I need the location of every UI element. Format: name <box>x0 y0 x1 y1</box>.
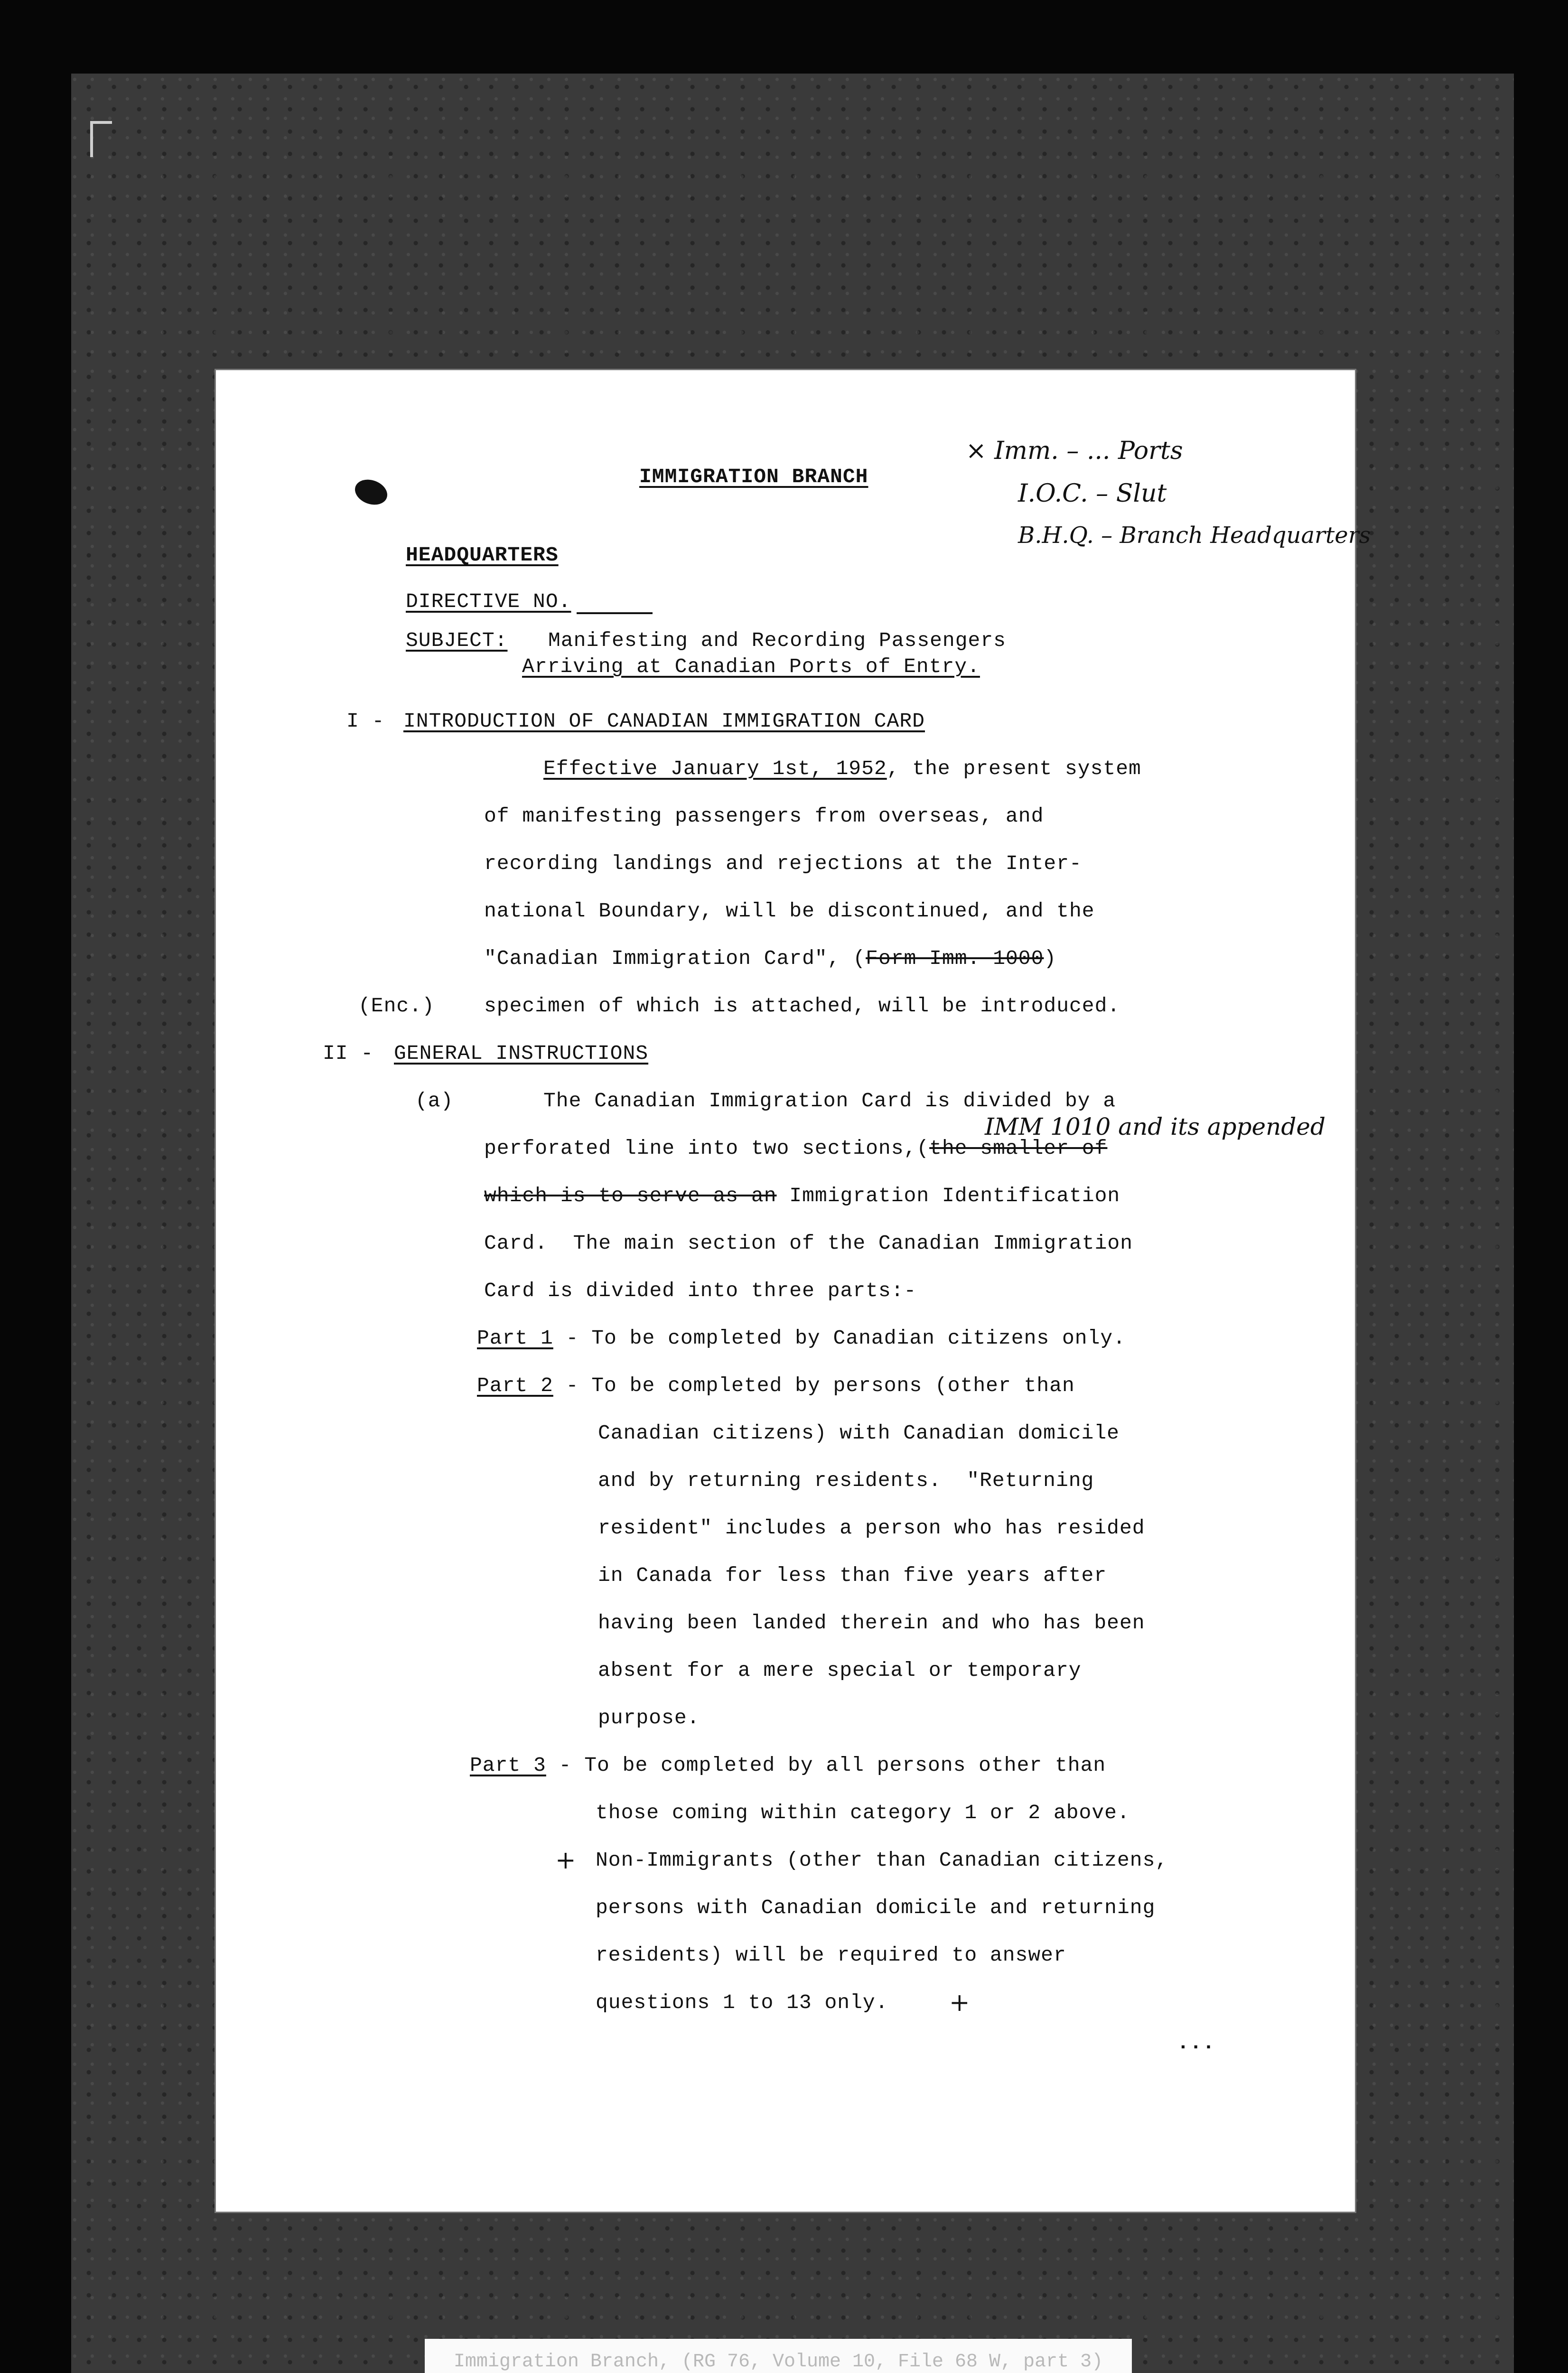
section-2-numeral: II - <box>323 1042 374 1065</box>
headquarters-label: HEADQUARTERS <box>406 543 559 567</box>
item-a-line-2-a: perforated line into two sections,( <box>484 1137 930 1160</box>
section-1-line-5-a: "Canadian Immigration Card", ( <box>484 947 866 970</box>
part-2-line-5: having been landed therein and who has been <box>598 1611 1145 1635</box>
item-a-line-3-b: Immigration Identification <box>776 1184 1120 1207</box>
part-2-line-1: Canadian citizens) with Canadian domicile <box>598 1421 1120 1445</box>
item-a-label: (a) <box>415 1089 454 1112</box>
branch-header: IMMIGRATION BRANCH <box>639 465 868 488</box>
item-a-line-3 <box>484 1184 1120 1207</box>
section-1-line-2: of manifesting passengers from overseas, and <box>484 804 1044 828</box>
archive-reference-label: Immigration Branch, (RG 76, Volume 10, File 68 W, part 3) <box>425 2339 1132 2373</box>
section-1-line-1-rest: , the present system <box>887 757 1141 780</box>
effective-date: Effective January 1st, 1952 <box>543 757 887 780</box>
part-3-line-4: residents) will be required to answer <box>596 1943 1066 1967</box>
ink-blot <box>352 476 391 509</box>
part-3-line <box>470 1754 1106 1777</box>
item-a-line-1: The Canadian Immigration Card is divided by a <box>543 1089 1116 1112</box>
directive-number-blank <box>577 612 653 614</box>
directive-label: DIRECTIVE NO. <box>406 590 571 613</box>
section-1-line-1 <box>543 757 1141 780</box>
item-a-line-4: Card. The main section of the Canadian Immigration <box>484 1232 1133 1255</box>
section-1-line-4: national Boundary, will be discontinued, and the <box>484 899 1095 923</box>
part-3-text: - To be completed by all persons other than <box>546 1754 1106 1777</box>
part-1-label: Part 1 <box>477 1327 553 1350</box>
struck-phrase-2: which is to serve as an <box>484 1184 777 1207</box>
part-2-line-4: in Canada for less than five years after <box>598 1564 1107 1587</box>
section-1-line-5-b: ) <box>1044 947 1057 970</box>
part-2-label: Part 2 <box>477 1374 553 1397</box>
part-3-line-1: those coming within category 1 or 2 above. <box>596 1801 1130 1824</box>
handwritten-plus-mark-1: + <box>555 1846 576 1875</box>
handwritten-note-1: × Imm. – ... Ports <box>966 437 1183 465</box>
subject-line-1: Manifesting and Recording Passengers <box>548 629 1006 652</box>
section-1-line-6: specimen of which is attached, will be introduced. <box>484 994 1120 1018</box>
subject-label: SUBJECT: <box>406 629 508 652</box>
section-1-line-5 <box>484 947 1056 970</box>
section-1-title: INTRODUCTION OF CANADIAN IMMIGRATION CARD <box>403 710 925 733</box>
enclosure-label: (Enc.) <box>358 994 435 1018</box>
handwritten-note-2: I.O.C. – Slut <box>1018 479 1167 508</box>
item-a-line-2 <box>484 1137 1107 1160</box>
struck-form-number: Form Imm. 1000 <box>866 947 1044 970</box>
section-1-numeral: I - <box>346 710 385 733</box>
mount-corner-mark <box>90 121 112 157</box>
part-3-line-2: Non-Immigrants (other than Canadian citizens, <box>596 1849 1168 1872</box>
continuation-dots: ... <box>1177 2031 1215 2055</box>
part-2-line-2: and by returning residents. "Returning <box>598 1469 1094 1492</box>
section-1-line-3: recording landings and rejections at the Inter- <box>484 852 1082 875</box>
part-2-line <box>477 1374 1075 1397</box>
part-2-line-7: purpose. <box>598 1706 700 1729</box>
part-1-line <box>477 1327 1126 1350</box>
subject-line-2: Arriving at Canadian Ports of Entry. <box>522 655 980 678</box>
part-2-line-3: resident" includes a person who has resided <box>598 1516 1145 1540</box>
section-2-title: GENERAL INSTRUCTIONS <box>394 1042 649 1065</box>
document-page <box>216 370 1371 2212</box>
part-2-text: - To be completed by persons (other than <box>553 1374 1075 1397</box>
handwritten-plus-mark-2: + <box>949 1989 970 2017</box>
part-3-label: Part 3 <box>470 1754 546 1777</box>
part-3-line-5: questions 1 to 13 only. <box>596 1991 888 2014</box>
part-3-line-3: persons with Canadian domicile and returning <box>596 1896 1156 1919</box>
handwritten-insert: IMM 1010 and its appended <box>985 1113 1325 1140</box>
item-a-line-5: Card is divided into three parts:- <box>484 1279 917 1302</box>
part-1-text: - To be completed by Canadian citizens only. <box>553 1327 1126 1350</box>
handwritten-note-3: B.H.Q. – Branch Headquarters <box>1018 522 1371 549</box>
struck-phrase-1: the smaller of <box>929 1137 1108 1160</box>
part-2-line-6: absent for a mere special or temporary <box>598 1659 1082 1682</box>
